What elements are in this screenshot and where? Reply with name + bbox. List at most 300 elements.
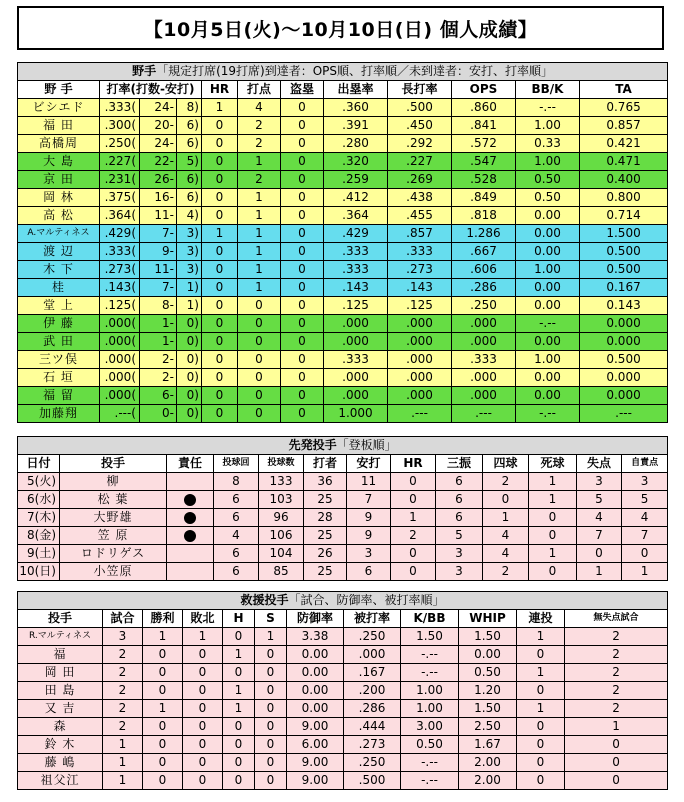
stat-ops: .528 (452, 171, 516, 189)
stat-sb: 0 (281, 171, 324, 189)
stat-r: 5 (577, 491, 622, 509)
batters-caption: 野手「規定打席(19打席)到達者：OPS順、打率順／未到達者：安打、打率順」 (18, 63, 668, 81)
stat-rbi: 0 (238, 405, 281, 423)
stat-obp: .333 (324, 261, 388, 279)
pitcher-name: 藤 嶋 (18, 754, 103, 772)
batter-row (18, 369, 668, 387)
header-cell: 無失点試合 (565, 610, 668, 628)
stat-np: 104 (259, 545, 304, 563)
stat-w: 0 (143, 718, 183, 736)
batter-row (18, 351, 668, 369)
stat-obp: .000 (324, 387, 388, 405)
stat-hld: 0 (223, 736, 255, 754)
stat-l: 0 (183, 736, 223, 754)
stat-slg: .000 (388, 351, 452, 369)
stat-hr: 0 (202, 405, 238, 423)
stat-hbp: 1 (529, 491, 577, 509)
stat-hr: 1 (202, 225, 238, 243)
stat-cons: 1 (517, 700, 565, 718)
stat-rbi: 2 (238, 117, 281, 135)
stat-avg: .000 (344, 646, 401, 664)
starters-header-row (18, 455, 668, 473)
stat-slg: .000 (388, 315, 452, 333)
stat-bf: 26 (304, 545, 347, 563)
stat-whip: 0.50 (459, 664, 517, 682)
batter-row (18, 189, 668, 207)
stat-ip: 6 (214, 545, 259, 563)
stat-rbi: 1 (238, 207, 281, 225)
loss-mark-icon (184, 494, 196, 506)
stat-hbp: 0 (529, 563, 577, 581)
stat-sv: 0 (255, 772, 287, 790)
header-cell: K/BB (401, 610, 459, 628)
stat-kbb: 1.00 (401, 682, 459, 700)
stat-ops: .--- (452, 405, 516, 423)
header-cell: 投球回 (214, 455, 259, 473)
stat-rbi: 1 (238, 189, 281, 207)
stat-era: 9.00 (287, 772, 344, 790)
stat-slg: .273 (388, 261, 452, 279)
header-cell: 野 手 (18, 81, 100, 99)
header-cell: 投手 (60, 455, 167, 473)
header-cell: 敗北 (183, 610, 223, 628)
stat-hr: 0 (202, 279, 238, 297)
stat-np: 133 (259, 473, 304, 491)
stat-so: 6 (436, 473, 483, 491)
pitcher-name: 松 葉 (60, 491, 167, 509)
game-date: 9(土) (18, 545, 60, 563)
batter-name: 福 田 (18, 117, 100, 135)
stat-hr: 0 (202, 261, 238, 279)
stat-rbi: 0 (238, 315, 281, 333)
batter-name: 福 留 (18, 387, 100, 405)
pitcher-name: 柳 (60, 473, 167, 491)
stat-bbk: 0.00 (516, 387, 580, 405)
pitcher-name: ロドリゲス (60, 545, 167, 563)
header-cell: 勝利 (143, 610, 183, 628)
stat-era: 3.38 (287, 628, 344, 646)
at-bats: 24- (140, 135, 177, 153)
at-bats: 20- (140, 117, 177, 135)
header-cell: 自責点 (622, 455, 668, 473)
stat-sb: 0 (281, 351, 324, 369)
stat-rbi: 0 (238, 387, 281, 405)
stat-ta: 0.857 (580, 117, 668, 135)
batter-row (18, 225, 668, 243)
stat-l: 0 (183, 700, 223, 718)
stat-scoreless: 2 (565, 664, 668, 682)
stat-l: 0 (183, 718, 223, 736)
batter-name: 堂 上 (18, 297, 100, 315)
stat-bb: 0 (483, 491, 529, 509)
stat-whip: 2.50 (459, 718, 517, 736)
stat-ops: .000 (452, 315, 516, 333)
stat-avg: .286 (344, 700, 401, 718)
header-cell: 投手 (18, 610, 103, 628)
stat-np: 96 (259, 509, 304, 527)
stat-r: 7 (577, 527, 622, 545)
hits: 8) (177, 99, 202, 117)
stat-hr: 0 (202, 387, 238, 405)
stat-cons: 1 (517, 664, 565, 682)
stat-rbi: 0 (238, 369, 281, 387)
stat-obp: .125 (324, 297, 388, 315)
stat-rbi: 1 (238, 153, 281, 171)
stat-sb: 0 (281, 189, 324, 207)
batting-average: .375( (100, 189, 140, 207)
stat-h: 9 (347, 509, 391, 527)
stat-hr: 1 (391, 509, 436, 527)
relievers-table (17, 591, 668, 790)
stat-era: 0.00 (287, 682, 344, 700)
stat-ta: 0.471 (580, 153, 668, 171)
stat-avg: .200 (344, 682, 401, 700)
batter-row (18, 405, 668, 423)
stat-sb: 0 (281, 207, 324, 225)
stat-sb: 0 (281, 297, 324, 315)
stat-l: 0 (183, 754, 223, 772)
batter-name: 高 松 (18, 207, 100, 225)
batting-average: .143( (100, 279, 140, 297)
stat-kbb: 1.50 (401, 628, 459, 646)
at-bats: 7- (140, 225, 177, 243)
stat-sv: 0 (255, 682, 287, 700)
stat-hr: 0 (202, 153, 238, 171)
batting-average: .000( (100, 369, 140, 387)
stat-slg: .000 (388, 369, 452, 387)
pitcher-name: 森 (18, 718, 103, 736)
stat-whip: 1.67 (459, 736, 517, 754)
stat-whip: 2.00 (459, 772, 517, 790)
stat-hr: 0 (202, 333, 238, 351)
stat-obp: 1.000 (324, 405, 388, 423)
stat-g: 2 (103, 646, 143, 664)
stat-obp: .280 (324, 135, 388, 153)
stat-sb: 0 (281, 243, 324, 261)
stat-ta: 0.000 (580, 369, 668, 387)
stat-avg: .167 (344, 664, 401, 682)
header-cell: 失点 (577, 455, 622, 473)
stat-hr: 1 (202, 99, 238, 117)
stat-slg: .227 (388, 153, 452, 171)
stat-r: 1 (577, 563, 622, 581)
hits: 0) (177, 405, 202, 423)
stat-g: 2 (103, 682, 143, 700)
at-bats: 1- (140, 315, 177, 333)
stat-bbk: 0.00 (516, 225, 580, 243)
reliever-row (18, 682, 668, 700)
header-cell: 連投 (517, 610, 565, 628)
stat-scoreless: 0 (565, 754, 668, 772)
game-date: 5(火) (18, 473, 60, 491)
batter-name: 石 垣 (18, 369, 100, 387)
stat-bb: 4 (483, 545, 529, 563)
batting-average: .000( (100, 351, 140, 369)
stat-h: 7 (347, 491, 391, 509)
stat-l: 0 (183, 646, 223, 664)
stat-sv: 0 (255, 754, 287, 772)
stat-bbk: 0.00 (516, 369, 580, 387)
stat-w: 0 (143, 646, 183, 664)
header-cell: 日付 (18, 455, 60, 473)
stat-sv: 0 (255, 700, 287, 718)
stat-so: 3 (436, 563, 483, 581)
stat-er: 5 (622, 491, 668, 509)
stat-sb: 0 (281, 405, 324, 423)
batting-average: .300( (100, 117, 140, 135)
reliever-row (18, 736, 668, 754)
stat-sv: 0 (255, 718, 287, 736)
stat-hld: 0 (223, 718, 255, 736)
stat-bb: 4 (483, 527, 529, 545)
stat-ta: 0.765 (580, 99, 668, 117)
stat-cons: 0 (517, 754, 565, 772)
stat-bf: 25 (304, 491, 347, 509)
stat-obp: .259 (324, 171, 388, 189)
stat-era: 0.00 (287, 664, 344, 682)
stat-w: 0 (143, 664, 183, 682)
stat-bf: 36 (304, 473, 347, 491)
stat-obp: .412 (324, 189, 388, 207)
stat-ip: 6 (214, 563, 259, 581)
header-cell: TA (580, 81, 668, 99)
batter-row (18, 387, 668, 405)
stat-sb: 0 (281, 261, 324, 279)
hits: 4) (177, 207, 202, 225)
header-cell: 四球 (483, 455, 529, 473)
stat-h: 3 (347, 545, 391, 563)
game-date: 6(水) (18, 491, 60, 509)
stat-bb: 1 (483, 509, 529, 527)
stat-cons: 0 (517, 736, 565, 754)
stat-sv: 0 (255, 646, 287, 664)
header-cell: HR (202, 81, 238, 99)
stat-whip: 0.00 (459, 646, 517, 664)
stat-sb: 0 (281, 333, 324, 351)
stat-er: 3 (622, 473, 668, 491)
stat-cons: 0 (517, 646, 565, 664)
stat-r: 3 (577, 473, 622, 491)
stat-scoreless: 2 (565, 682, 668, 700)
stat-ta: 0.000 (580, 315, 668, 333)
stat-cons: 0 (517, 772, 565, 790)
stat-rbi: 0 (238, 333, 281, 351)
stat-er: 0 (622, 545, 668, 563)
stat-bbk: -.-- (516, 405, 580, 423)
stat-hr: 0 (202, 117, 238, 135)
stat-scoreless: 1 (565, 718, 668, 736)
at-bats: 11- (140, 261, 177, 279)
stat-g: 2 (103, 700, 143, 718)
hits: 3) (177, 243, 202, 261)
header-cell: 試合 (103, 610, 143, 628)
stat-so: 3 (436, 545, 483, 563)
stat-whip: 1.50 (459, 700, 517, 718)
stat-slg: .143 (388, 279, 452, 297)
stat-hr: 0 (202, 315, 238, 333)
stat-rbi: 2 (238, 171, 281, 189)
stat-era: 0.00 (287, 700, 344, 718)
batting-average: .---( (100, 405, 140, 423)
stat-hr: 0 (391, 473, 436, 491)
stat-obp: .320 (324, 153, 388, 171)
stat-rbi: 1 (238, 243, 281, 261)
header-cell: 投球数 (259, 455, 304, 473)
reliever-row (18, 772, 668, 790)
stat-bb: 2 (483, 563, 529, 581)
starter-row (18, 563, 668, 581)
stat-ta: 0.421 (580, 135, 668, 153)
stat-kbb: -.-- (401, 754, 459, 772)
stat-h: 9 (347, 527, 391, 545)
at-bats: 22- (140, 153, 177, 171)
stat-w: 1 (143, 628, 183, 646)
batting-average: .273( (100, 261, 140, 279)
stat-slg: .857 (388, 225, 452, 243)
stat-hr: 0 (202, 189, 238, 207)
relievers-caption: 救援投手「試合、防御率、被打率順」 (18, 592, 668, 610)
stat-rbi: 0 (238, 351, 281, 369)
stat-ta: 0.000 (580, 387, 668, 405)
batter-row (18, 153, 668, 171)
batter-name: 伊 藤 (18, 315, 100, 333)
stat-w: 1 (143, 700, 183, 718)
stat-scoreless: 2 (565, 628, 668, 646)
hits: 3) (177, 225, 202, 243)
stat-avg: .273 (344, 736, 401, 754)
stat-w: 0 (143, 736, 183, 754)
stat-hr: 0 (202, 351, 238, 369)
stat-scoreless: 0 (565, 772, 668, 790)
at-bats: 11- (140, 207, 177, 225)
starters-table (17, 436, 668, 581)
game-date: 7(木) (18, 509, 60, 527)
pitcher-name: 福 (18, 646, 103, 664)
stat-hr: 0 (202, 135, 238, 153)
stat-rbi: 1 (238, 225, 281, 243)
stat-ip: 6 (214, 491, 259, 509)
stat-bf: 25 (304, 563, 347, 581)
stat-g: 2 (103, 718, 143, 736)
at-bats: 0- (140, 405, 177, 423)
stat-ops: .286 (452, 279, 516, 297)
stat-ops: .849 (452, 189, 516, 207)
header-cell: WHIP (459, 610, 517, 628)
header-cell: HR (391, 455, 436, 473)
stat-bf: 28 (304, 509, 347, 527)
stat-kbb: 1.00 (401, 700, 459, 718)
stat-ops: .333 (452, 351, 516, 369)
stat-ta: 0.500 (580, 243, 668, 261)
starter-row (18, 473, 668, 491)
stat-ops: .818 (452, 207, 516, 225)
batter-row (18, 243, 668, 261)
stat-so: 6 (436, 509, 483, 527)
header-cell: BB/K (516, 81, 580, 99)
header-cell: 長打率 (388, 81, 452, 99)
responsibility-cell (167, 527, 214, 545)
batter-row (18, 171, 668, 189)
stat-obp: .000 (324, 369, 388, 387)
responsibility-cell (167, 509, 214, 527)
stat-l: 0 (183, 664, 223, 682)
stat-np: 106 (259, 527, 304, 545)
game-date: 10(日) (18, 563, 60, 581)
stat-cons: 0 (517, 682, 565, 700)
at-bats: 2- (140, 351, 177, 369)
stat-hr: 0 (391, 563, 436, 581)
batting-average: .333( (100, 243, 140, 261)
loss-mark-icon (184, 512, 196, 524)
stat-hld: 0 (223, 664, 255, 682)
stat-ip: 6 (214, 509, 259, 527)
stat-sb: 0 (281, 279, 324, 297)
stat-ta: 0.714 (580, 207, 668, 225)
header-cell: 防御率 (287, 610, 344, 628)
stat-np: 103 (259, 491, 304, 509)
stat-slg: .292 (388, 135, 452, 153)
stat-obp: .143 (324, 279, 388, 297)
batter-name: 岡 林 (18, 189, 100, 207)
batter-row (18, 99, 668, 117)
starter-row (18, 509, 668, 527)
at-bats: 26- (140, 171, 177, 189)
header-cell: 盗塁 (281, 81, 324, 99)
stat-sb: 0 (281, 369, 324, 387)
hits: 1) (177, 297, 202, 315)
stat-l: 1 (183, 628, 223, 646)
stat-hld: 1 (223, 682, 255, 700)
stat-sv: 0 (255, 736, 287, 754)
batting-average: .000( (100, 387, 140, 405)
page-title: 【10月5日(火)～10月10日(日) 個人成績】 (17, 6, 664, 50)
stat-obp: .333 (324, 243, 388, 261)
hits: 0) (177, 369, 202, 387)
header-cell: 三振 (436, 455, 483, 473)
reliever-row (18, 700, 668, 718)
stat-bf: 25 (304, 527, 347, 545)
at-bats: 7- (140, 279, 177, 297)
stat-bbk: 0.00 (516, 297, 580, 315)
pitcher-name: 小笠原 (60, 563, 167, 581)
stat-whip: 1.50 (459, 628, 517, 646)
hits: 6) (177, 189, 202, 207)
stat-g: 1 (103, 754, 143, 772)
stat-obp: .429 (324, 225, 388, 243)
stat-slg: .455 (388, 207, 452, 225)
batter-name: A.マルティネス (18, 225, 100, 243)
batter-name: 三ツ俣 (18, 351, 100, 369)
stat-bbk: 0.00 (516, 279, 580, 297)
stat-ops: .860 (452, 99, 516, 117)
at-bats: 2- (140, 369, 177, 387)
batting-average: .429( (100, 225, 140, 243)
header-cell: 責任 (167, 455, 214, 473)
batter-row (18, 117, 668, 135)
reliever-row (18, 646, 668, 664)
stat-obp: .000 (324, 315, 388, 333)
batting-average: .227( (100, 153, 140, 171)
batter-name: 渡 辺 (18, 243, 100, 261)
stat-hld: 0 (223, 754, 255, 772)
stat-scoreless: 2 (565, 646, 668, 664)
hits: 6) (177, 135, 202, 153)
header-cell: 安打 (347, 455, 391, 473)
starter-row (18, 491, 668, 509)
batting-average: .000( (100, 315, 140, 333)
stat-era: 0.00 (287, 646, 344, 664)
stat-l: 0 (183, 682, 223, 700)
